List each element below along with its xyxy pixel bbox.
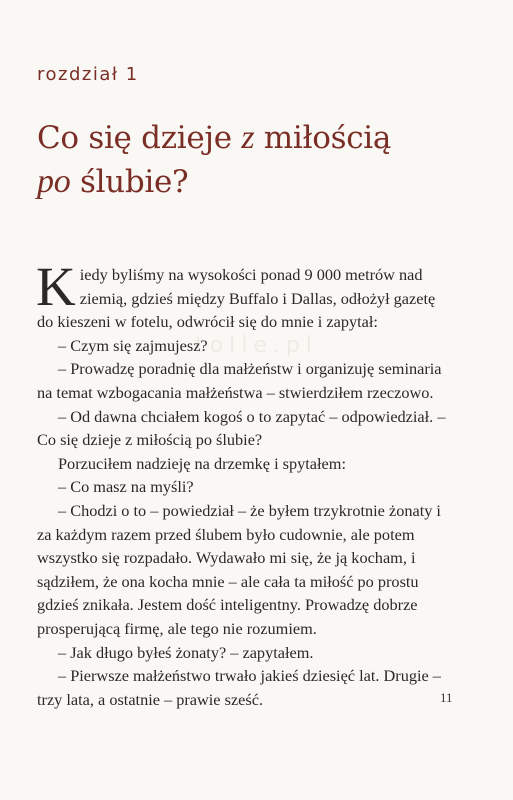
body-text: [36, 256, 455, 711]
chapter-title: [37, 116, 477, 204]
title-italic-po: po: [37, 163, 71, 200]
title-part-1: Co się dzieje: [37, 120, 242, 156]
paragraph-3: – Prowadzę poradnię dla małżeństw i organizuję seminaria na temat wzbogacania małżeństwa – stwierdziłem rzeczowo.: [37, 359, 442, 402]
paragraph-1: Kiedy byliśmy na wysokości ponad 9 000 metrów nad ziemią, gdzieś między Buffalo i Dallas, odłożył gazetę do kieszeni w fotelu, odwrócił się do mnie i zapytał:: [36, 256, 436, 332]
chapter-number: 1: [125, 64, 138, 85]
drop-cap: K: [36, 256, 76, 317]
paragraph-2: – Czym się zajmujesz?: [58, 335, 208, 355]
chapter-word: rozdział: [37, 64, 119, 85]
paragraph-4: – Od dawna chciałem kogoś o to zapytać – odpowiedział. – Co się dzieje z miłością po ślubie?: [37, 406, 446, 450]
watermark: tolle.pl: [195, 333, 318, 358]
paragraph-9: – Pierwsze małżeństwo trwało jakieś dziesięć lat. Drugie – trzy lata, a ostatnie – prawie sześć.: [37, 666, 441, 709]
title-italic-z: z: [241, 119, 255, 156]
paragraph-6: – Co masz na myśli?: [58, 477, 194, 497]
title-part-3: ślubie?: [70, 164, 189, 200]
paragraph-7: – Chodzi o to – powiedział – że byłem trzykrotnie żonaty i za każdym razem przed ślubem było cudownie, ale potem wszystko się rozpadało. Wydawało mi się, że ją kocham, i sądziłem, że ona kocha mnie – ale cała ta miłość po prostu gdzieś znikała. Jestem dość inteligentny. Prowadzę dobrze prosperującą firmę, ale tego nie rozumiem.: [37, 500, 441, 638]
paragraph-5: Porzuciłem nadzieję na drzemkę i spytałem:: [58, 453, 346, 473]
title-part-2: miłością: [254, 120, 392, 156]
paragraph-8: – Jak długo byłeś żonaty? – zapytałem.: [58, 642, 314, 662]
chapter-label: [37, 64, 137, 85]
page-number: 11: [440, 690, 453, 705]
